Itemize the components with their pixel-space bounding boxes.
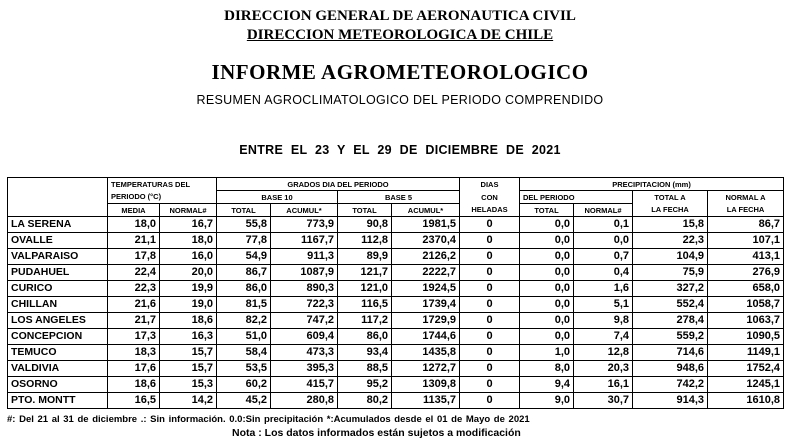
temp-normal-cell: 15,7 <box>160 345 217 361</box>
gd5-acum-cell: 1272,7 <box>392 361 460 377</box>
gd5-acum-cell: 2370,4 <box>392 233 460 249</box>
precip-total-cell: 8,0 <box>520 361 574 377</box>
table-row <box>8 329 784 345</box>
gd10-acum-cell: 747,2 <box>271 313 338 329</box>
gd5-acum-cell: 1739,4 <box>392 297 460 313</box>
table-row <box>8 265 784 281</box>
frost-days-cell: 0 <box>460 297 520 313</box>
precip-normal-cell: 12,8 <box>574 345 633 361</box>
gd10-total-cell: 51,0 <box>217 329 271 345</box>
precip-normal-to-date-cell: 1245,1 <box>708 377 784 393</box>
precip-normal-cell: 0,1 <box>574 217 633 233</box>
station-cell: PUDAHUEL <box>8 265 108 281</box>
gd5-total-cell: 121,7 <box>338 265 392 281</box>
gd10-acum-cell: 415,7 <box>271 377 338 393</box>
station-cell: OSORNO <box>8 377 108 393</box>
temp-normal-cell: 20,0 <box>160 265 217 281</box>
base10-total-header: TOTAL <box>217 204 271 217</box>
precip-normal-cell: 0,7 <box>574 249 633 265</box>
gd10-total-cell: 45,2 <box>217 393 271 409</box>
precip-normal-to-date-cell: 1063,7 <box>708 313 784 329</box>
precip-total-cell: 1,0 <box>520 345 574 361</box>
gd10-total-cell: 54,9 <box>217 249 271 265</box>
department-name: DIRECCION METEOROLOGICA DE CHILE <box>246 27 554 43</box>
frost-days-cell: 0 <box>460 233 520 249</box>
precip-normal-to-date-cell: 1090,5 <box>708 329 784 345</box>
precip-normal-to-date-cell: 1149,1 <box>708 345 784 361</box>
precip-total-to-date-cell: 22,3 <box>633 233 708 249</box>
gd5-total-cell: 121,0 <box>338 281 392 297</box>
gd10-total-cell: 86,7 <box>217 265 271 281</box>
frost-days-cell: 0 <box>460 217 520 233</box>
gd5-acum-cell: 2222,7 <box>392 265 460 281</box>
gd5-acum-cell: 1729,9 <box>392 313 460 329</box>
agency-name: DIRECCION GENERAL DE AERONAUTICA CIVIL <box>224 8 576 24</box>
gd10-acum-cell: 890,3 <box>271 281 338 297</box>
station-cell: CHILLAN <box>8 297 108 313</box>
table-row <box>8 281 784 297</box>
temp-media-cell: 17,6 <box>108 361 160 377</box>
gd5-acum-cell: 1744,6 <box>392 329 460 345</box>
temp-media-cell: 21,6 <box>108 297 160 313</box>
normal-header: NORMAL# <box>160 204 217 217</box>
gd10-acum-cell: 473,3 <box>271 345 338 361</box>
precip-total-cell: 0,0 <box>520 249 574 265</box>
precip-group-header: PRECIPITACION (mm) <box>520 178 784 191</box>
total-a-header: TOTAL A <box>633 191 708 204</box>
precip-normal-to-date-cell: 1752,4 <box>708 361 784 377</box>
precip-normal-cell: 20,3 <box>574 361 633 377</box>
temp-media-cell: 22,3 <box>108 281 160 297</box>
temp-media-cell: 17,8 <box>108 249 160 265</box>
temp-group-header: TEMPERATURAS DEL <box>108 178 217 191</box>
gd5-total-cell: 112,8 <box>338 233 392 249</box>
frost-days-cell: 0 <box>460 393 520 409</box>
frost-days-cell: 0 <box>460 361 520 377</box>
precip-total-cell: 0,0 <box>520 233 574 249</box>
gd10-acum-cell: 773,9 <box>271 217 338 233</box>
table-row <box>8 313 784 329</box>
gd5-acum-cell: 1924,5 <box>392 281 460 297</box>
temp-normal-cell: 18,6 <box>160 313 217 329</box>
precip-total-cell: 0,0 <box>520 313 574 329</box>
table-row <box>8 217 784 233</box>
precip-normal-to-date-cell: 1610,8 <box>708 393 784 409</box>
base10-header: BASE 10 <box>217 191 338 204</box>
gd10-total-cell: 53,5 <box>217 361 271 377</box>
gd5-total-cell: 89,9 <box>338 249 392 265</box>
precip-total-cell: 0,0 <box>520 281 574 297</box>
precip-total-to-date-cell: 742,2 <box>633 377 708 393</box>
base5-acumul-header: ACUMUL* <box>392 204 460 217</box>
frost-days-cell: 0 <box>460 265 520 281</box>
gd5-acum-cell: 1435,8 <box>392 345 460 361</box>
gd5-total-cell: 86,0 <box>338 329 392 345</box>
temp-media-cell: 21,7 <box>108 313 160 329</box>
table-body <box>8 178 784 409</box>
gd10-total-cell: 55,8 <box>217 217 271 233</box>
gd10-total-cell: 77,8 <box>217 233 271 249</box>
table-row <box>8 393 784 409</box>
temp-normal-cell: 16,0 <box>160 249 217 265</box>
precip-total-to-date-cell: 15,8 <box>633 217 708 233</box>
gd5-total-cell: 90,8 <box>338 217 392 233</box>
station-cell: CURICO <box>8 281 108 297</box>
precip-normal-cell: 1,6 <box>574 281 633 297</box>
precip-normal-cell: 7,4 <box>574 329 633 345</box>
gd5-total-cell: 117,2 <box>338 313 392 329</box>
temp-media-cell: 18,3 <box>108 345 160 361</box>
gd5-total-cell: 80,2 <box>338 393 392 409</box>
precip-total-to-date-cell: 914,3 <box>633 393 708 409</box>
temp-normal-cell: 18,0 <box>160 233 217 249</box>
base10-acumul-header: ACUMUL* <box>271 204 338 217</box>
agro-table <box>7 177 784 409</box>
precip-normal-to-date-cell: 413,1 <box>708 249 784 265</box>
frost-days-cell: 0 <box>460 329 520 345</box>
base5-total-header: TOTAL <box>338 204 392 217</box>
gd10-acum-cell: 722,3 <box>271 297 338 313</box>
precip-total-to-date-cell: 948,6 <box>633 361 708 377</box>
table-row <box>8 233 784 249</box>
station-cell: CONCEPCION <box>8 329 108 345</box>
station-cell: LA SERENA <box>8 217 108 233</box>
precip-normal-header: NORMAL# <box>574 204 633 217</box>
base5-header: BASE 5 <box>338 191 460 204</box>
temp-normal-cell: 16,7 <box>160 217 217 233</box>
gd10-acum-cell: 1167,7 <box>271 233 338 249</box>
header-row-1 <box>8 178 784 191</box>
footnotes: #: Del 21 al 31 de diciembre .: Sin información. 0.0:Sin precipitación *:Acumulados desde el 01 de Mayo de 2021 <box>7 414 530 425</box>
precip-total-cell: 0,0 <box>520 217 574 233</box>
frost-days-header-1: DIAS <box>460 178 520 191</box>
report-title: INFORME AGROMETEOROLOGICO <box>211 60 589 84</box>
la-fecha-header: LA FECHA <box>633 204 708 217</box>
temp-normal-cell: 15,7 <box>160 361 217 377</box>
precip-total-cell: 0,0 <box>520 329 574 345</box>
gd5-total-cell: 95,2 <box>338 377 392 393</box>
gd10-total-cell: 60,2 <box>217 377 271 393</box>
report-period: ENTRE EL 23 Y EL 29 DE DICIEMBRE DE 2021 <box>239 143 561 157</box>
precip-total-cell: 0,0 <box>520 265 574 281</box>
frost-days-header-2: CON <box>460 191 520 204</box>
gd10-acum-cell: 609,4 <box>271 329 338 345</box>
temp-normal-cell: 19,0 <box>160 297 217 313</box>
precip-normal-cell: 0,4 <box>574 265 633 281</box>
gd5-acum-cell: 1981,5 <box>392 217 460 233</box>
corner-cell <box>8 178 108 191</box>
table-row <box>8 345 784 361</box>
temp-normal-cell: 15,3 <box>160 377 217 393</box>
precip-total-header: TOTAL <box>520 204 574 217</box>
degree-days-group-header: GRADOS DIA DEL PERIODO <box>217 178 460 191</box>
precip-total-to-date-cell: 327,2 <box>633 281 708 297</box>
station-cell: OVALLE <box>8 233 108 249</box>
frost-days-cell: 0 <box>460 377 520 393</box>
precip-normal-cell: 0,0 <box>574 233 633 249</box>
precip-total-to-date-cell: 714,6 <box>633 345 708 361</box>
frost-days-cell: 0 <box>460 313 520 329</box>
precip-total-to-date-cell: 278,4 <box>633 313 708 329</box>
report-subtitle: RESUMEN AGROCLIMATOLOGICO DEL PERIODO COMPRENDIDO <box>196 93 604 107</box>
precip-normal-to-date-cell: 658,0 <box>708 281 784 297</box>
gd10-total-cell: 81,5 <box>217 297 271 313</box>
table-row <box>8 377 784 393</box>
gd5-acum-cell: 2126,2 <box>392 249 460 265</box>
gd10-acum-cell: 395,3 <box>271 361 338 377</box>
station-cell: VALDIVIA <box>8 361 108 377</box>
gd5-total-cell: 93,4 <box>338 345 392 361</box>
precip-normal-to-date-cell: 1058,7 <box>708 297 784 313</box>
gd10-acum-cell: 280,8 <box>271 393 338 409</box>
temp-media-cell: 18,0 <box>108 217 160 233</box>
media-header: MEDIA <box>108 204 160 217</box>
gd5-acum-cell: 1309,8 <box>392 377 460 393</box>
station-cell: VALPARAISO <box>8 249 108 265</box>
precip-normal-to-date-cell: 276,9 <box>708 265 784 281</box>
gd10-total-cell: 86,0 <box>217 281 271 297</box>
temp-media-cell: 21,1 <box>108 233 160 249</box>
temp-media-cell: 18,6 <box>108 377 160 393</box>
table-row <box>8 249 784 265</box>
precip-total-to-date-cell: 559,2 <box>633 329 708 345</box>
precip-total-to-date-cell: 552,4 <box>633 297 708 313</box>
gd10-acum-cell: 911,3 <box>271 249 338 265</box>
station-cell: PTO. MONTT <box>8 393 108 409</box>
precip-normal-cell: 9,8 <box>574 313 633 329</box>
gd10-total-cell: 58,4 <box>217 345 271 361</box>
temp-media-cell: 17,3 <box>108 329 160 345</box>
precip-total-to-date-cell: 104,9 <box>633 249 708 265</box>
header-row-3 <box>8 204 784 217</box>
frost-days-cell: 0 <box>460 249 520 265</box>
temp-media-cell: 22,4 <box>108 265 160 281</box>
table-row <box>8 361 784 377</box>
precip-normal-cell: 30,7 <box>574 393 633 409</box>
temp-period-header: PERIODO (°C) <box>108 191 217 204</box>
temp-normal-cell: 16,3 <box>160 329 217 345</box>
frost-days-cell: 0 <box>460 345 520 361</box>
precip-total-to-date-cell: 75,9 <box>633 265 708 281</box>
table-row <box>8 297 784 313</box>
precip-normal-to-date-cell: 107,1 <box>708 233 784 249</box>
normal-a-header: NORMAL A <box>708 191 784 204</box>
precip-total-cell: 9,0 <box>520 393 574 409</box>
header-row-2 <box>8 191 784 204</box>
precip-normal-to-date-cell: 86,7 <box>708 217 784 233</box>
del-periodo-header: DEL PERIODO <box>520 191 633 204</box>
la-fecha-header-2: LA FECHA <box>708 204 784 217</box>
gd5-total-cell: 116,5 <box>338 297 392 313</box>
gd5-acum-cell: 1135,7 <box>392 393 460 409</box>
precip-total-cell: 0,0 <box>520 297 574 313</box>
station-cell: LOS ANGELES <box>8 313 108 329</box>
precip-normal-cell: 16,1 <box>574 377 633 393</box>
gd10-total-cell: 82,2 <box>217 313 271 329</box>
temp-normal-cell: 19,9 <box>160 281 217 297</box>
disclaimer-note: Nota : Los datos informados están sujetos a modificación <box>232 427 521 439</box>
precip-total-cell: 9,4 <box>520 377 574 393</box>
frost-days-cell: 0 <box>460 281 520 297</box>
precip-normal-cell: 5,1 <box>574 297 633 313</box>
temp-media-cell: 16,5 <box>108 393 160 409</box>
temp-normal-cell: 14,2 <box>160 393 217 409</box>
gd5-total-cell: 88,5 <box>338 361 392 377</box>
station-cell: TEMUCO <box>8 345 108 361</box>
frost-days-header-3: HELADAS <box>460 204 520 217</box>
gd10-acum-cell: 1087,9 <box>271 265 338 281</box>
